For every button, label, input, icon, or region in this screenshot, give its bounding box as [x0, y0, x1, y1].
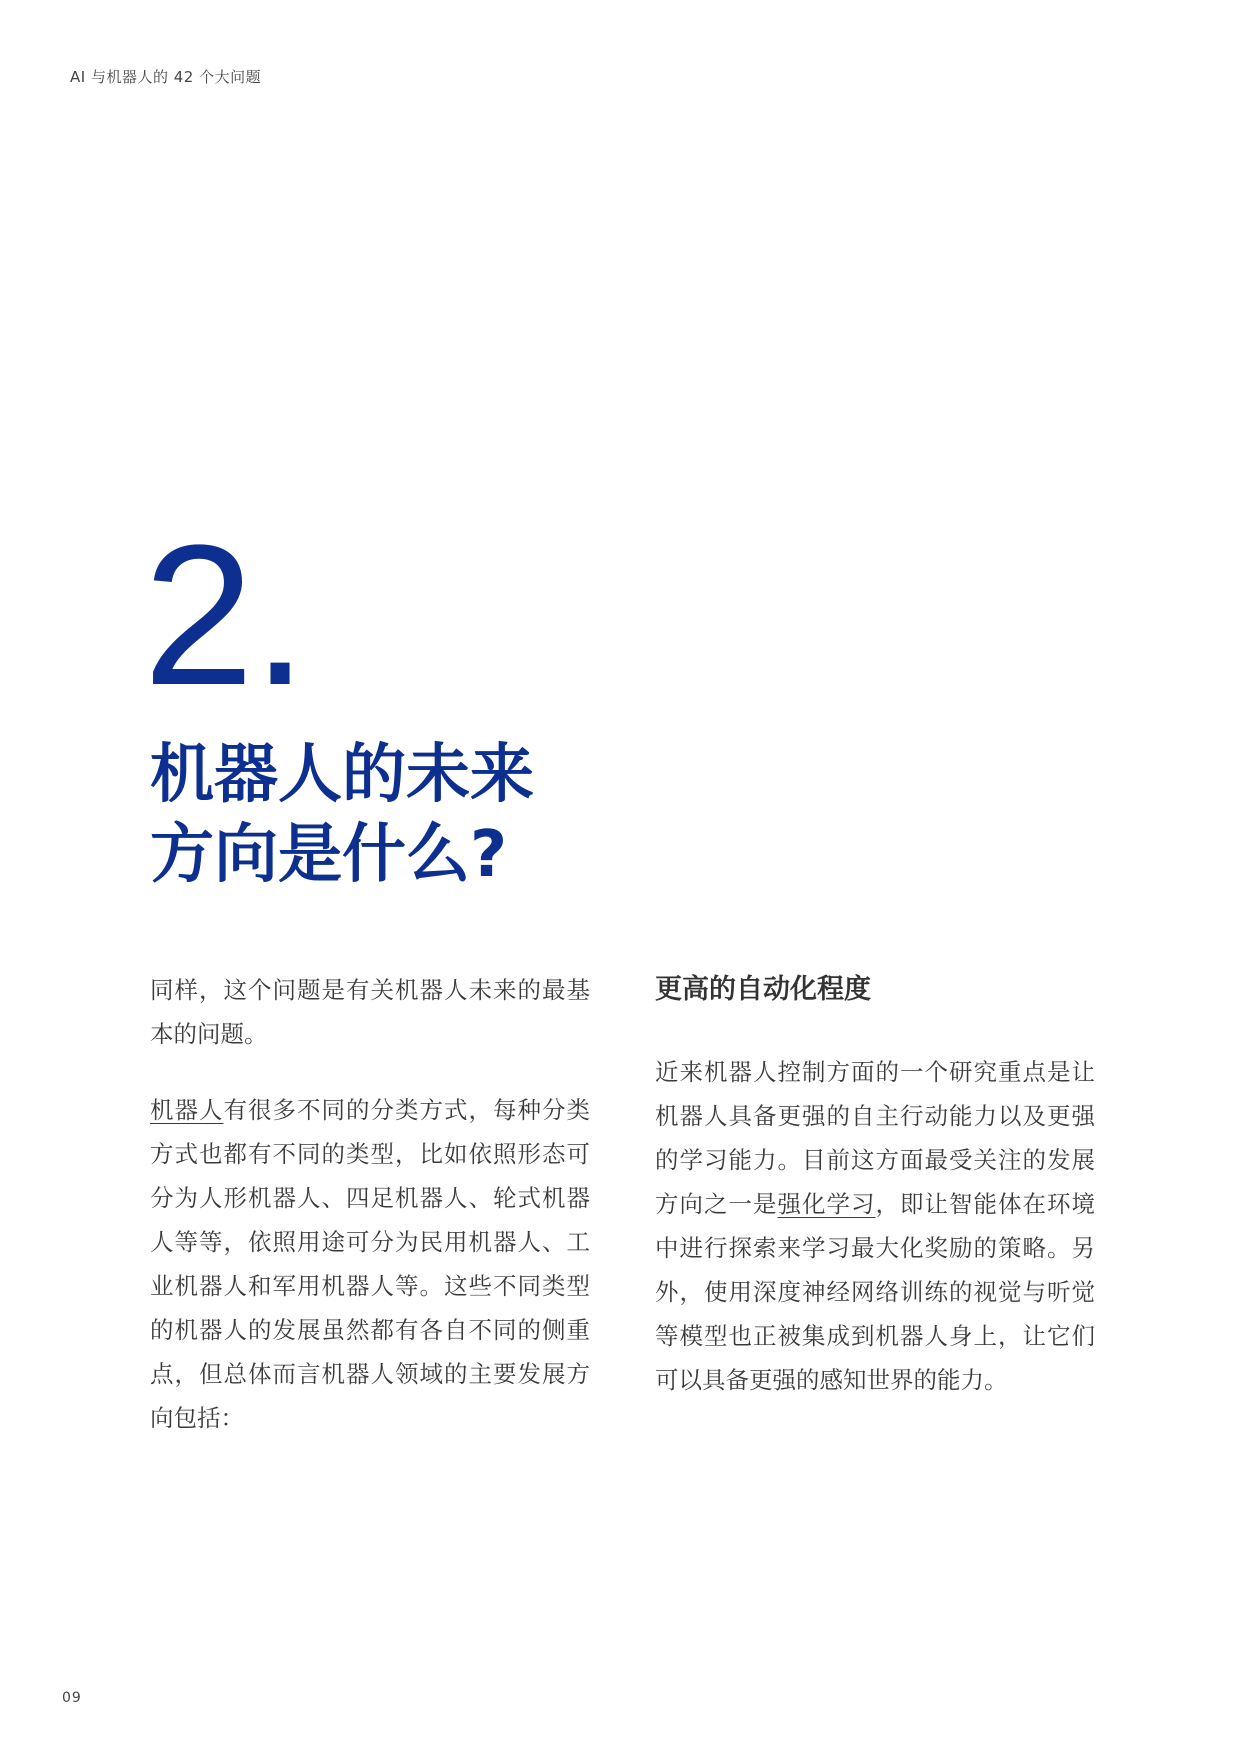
- chapter-title-line-2: 方向是什么?: [150, 818, 508, 892]
- right-column: [655, 968, 1095, 1402]
- running-header: AI 与机器人的 42 个大问题: [70, 68, 262, 86]
- automation-text-after: ，即让智能体在环境中进行探索来学习最大化奖励的策略。另外，使用深度神经网络训练的视觉与听觉等模型也正被集成到机器人身上，让它们可以具备更强的感知世界的能力。: [655, 1190, 1095, 1394]
- reinforcement-learning-link[interactable]: 强化学习: [777, 1190, 876, 1218]
- chapter-title-line-1: 机器人的未来: [150, 738, 534, 812]
- page-number: 09: [62, 1690, 82, 1706]
- robot-link[interactable]: 机器人: [150, 1096, 224, 1124]
- intro-paragraph: 同样，这个问题是有关机器人未来的最基本的问题。: [150, 976, 590, 1048]
- chapter-number: 2.: [143, 504, 306, 727]
- classification-paragraph: [150, 1088, 590, 1440]
- chapter-title: [150, 735, 650, 895]
- automation-text-before: 近来机器人控制方面的一个研究重点是让机器人具备更强的自主行动能力以及更强的学习能力。目前这方面最受关注的发展方向之一是: [655, 1058, 1095, 1218]
- section-heading: 更高的自动化程度: [655, 974, 871, 1005]
- left-column: [150, 968, 590, 1440]
- classification-text: 有很多不同的分类方式，每种分类方式也都有不同的类型，比如依照形态可分为人形机器人、四足机器人、轮式机器人等等，依照用途可分为民用机器人、工业机器人和军用机器人等。这些不同类型的机器人的发展虽然都有各自不同的侧重点，但总体而言机器人领域的主要发展方向包括：: [150, 1096, 590, 1432]
- automation-paragraph: [655, 1050, 1095, 1402]
